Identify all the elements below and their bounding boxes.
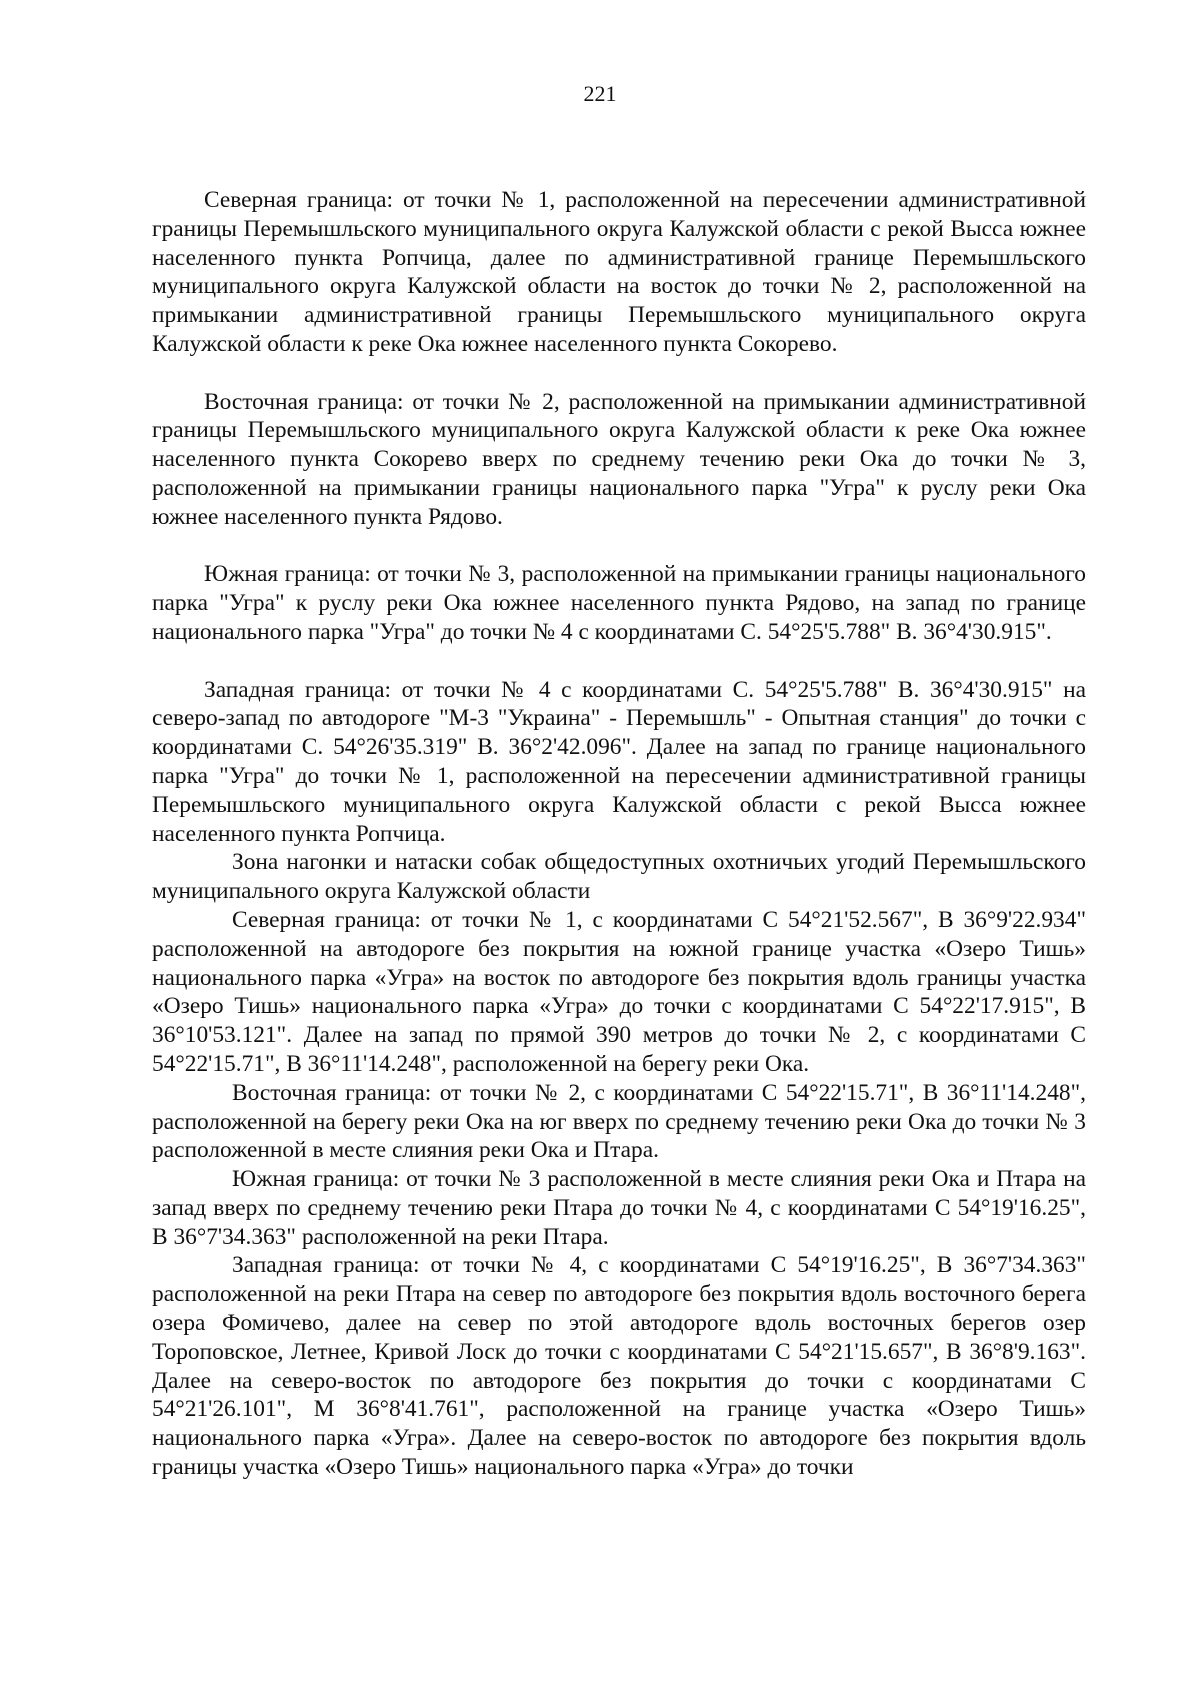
page-number: 221 xyxy=(583,81,617,106)
paragraph-south-boundary: Южная граница: от точки № 3, расположенной на примыкании границы национального парка "Угра" к руслу реки Ока южнее населенного пункта Рядово, на запад по границе национального парка "Угра" до точки № 4 с координатами С. 54°25'5.788" В. 36°4'30.915". xyxy=(152,561,1086,645)
paragraph-east-boundary: Восточная граница: от точки № 2, расположенной на примыкании административной границы Перемышльского муниципального округа Калужской области к реке Ока южнее населенного пункта Сокорево вверх по среднему течению реки Ока до точки № 3, расположенной на примыкании границы национального парка "Угра" к руслу реки Ока южнее населенного пункта Рядово. xyxy=(152,388,1086,530)
paragraph-zone-south-boundary: Южная граница: от точки № 3 расположенной в месте слияния реки Ока и Птара на запад вверх по среднему течению реки Птара до точки № 4, с координатами С 54°19'16.25", В 36°7'34.363" расположенной на реки Птара. xyxy=(152,1166,1086,1250)
paragraph-zone-west-boundary: Западная граница: от точки № 4, с координатами С 54°19'16.25", В 36°7'34.363" расположенной на реки Птара на север по автодороге без покрытия вдоль восточного берега озера Фомичево, далее на север по этой автодороге вдоль восточных берегов озер Тороповское, Летнее, Кривой Лоск до точки с координатами С 54°21'15.657", В 36°8'9.163". Далее на северо-восток по автодороге без покрытия до точки с координатами С 54°21'26.101", М 36°8'41.761", расположенной на границе участка «Озеро Тишь» национального парка «Угра». Далее на северо-восток по автодороге без покрытия вдоль границы участка «Озеро Тишь» национального парка «Угра» до точки xyxy=(152,1252,1086,1481)
paragraph-north-boundary: Северная граница: от точки № 1, расположенной на пересечении административной границы Перемышльского муниципального округа Калужской области с рекой Высса южнее населенного пункта Ропчица, далее по административной границе Перемышльского муниципального округа Калужской области на восток до точки № 2, расположенной на примыкании административной границы Перемышльского муниципального округа Калужской области к реке Ока южнее населенного пункта Сокорево. xyxy=(152,187,1086,357)
paragraph-zone-north-boundary: Северная граница: от точки № 1, с координатами С 54°21'52.567", В 36°9'22.934" расположенной на автодороге без покрытия на южной границе участка «Озеро Тишь» национального парка «Угра» на восток по автодороге без покрытия вдоль границы участка «Озеро Тишь» национального парка «Угра» до точки с координатами С 54°22'17.915", В 36°10'53.121". Далее на запад по прямой 390 метров до точки № 2, с координатами С 54°22'15.71", В 36°11'14.248", расположенной на берегу реки Ока. xyxy=(152,906,1086,1077)
document-body xyxy=(152,186,1086,1482)
zone-heading: Зона нагонки и натаски собак общедоступных охотничьих угодий Перемышльского муниципального округа Калужской области xyxy=(152,849,1086,905)
paragraph-west-boundary: Западная граница: от точки № 4 с координатами С. 54°25'5.788" В. 36°4'30.915" на северо-запад по автодороге "М-3 "Украина" - Перемышль" - Опытная станция" до точки с координатами С. 54°26'35.319" В. 36°2'42.096". Далее на запад по границе национального парка "Угра" до точки № 1, расположенной на пересечении административной границы Перемышльского муниципального округа Калужской области с рекой Высса южнее населенного пункта Ропчица. xyxy=(152,676,1086,847)
paragraph-zone-east-boundary: Восточная граница: от точки № 2, с координатами С 54°22'15.71", В 36°11'14.248", расположенной на берегу реки Ока на юг вверх по среднему течению реки Ока до точки № 3 расположенной в месте слияния реки Ока и Птара. xyxy=(152,1079,1086,1164)
